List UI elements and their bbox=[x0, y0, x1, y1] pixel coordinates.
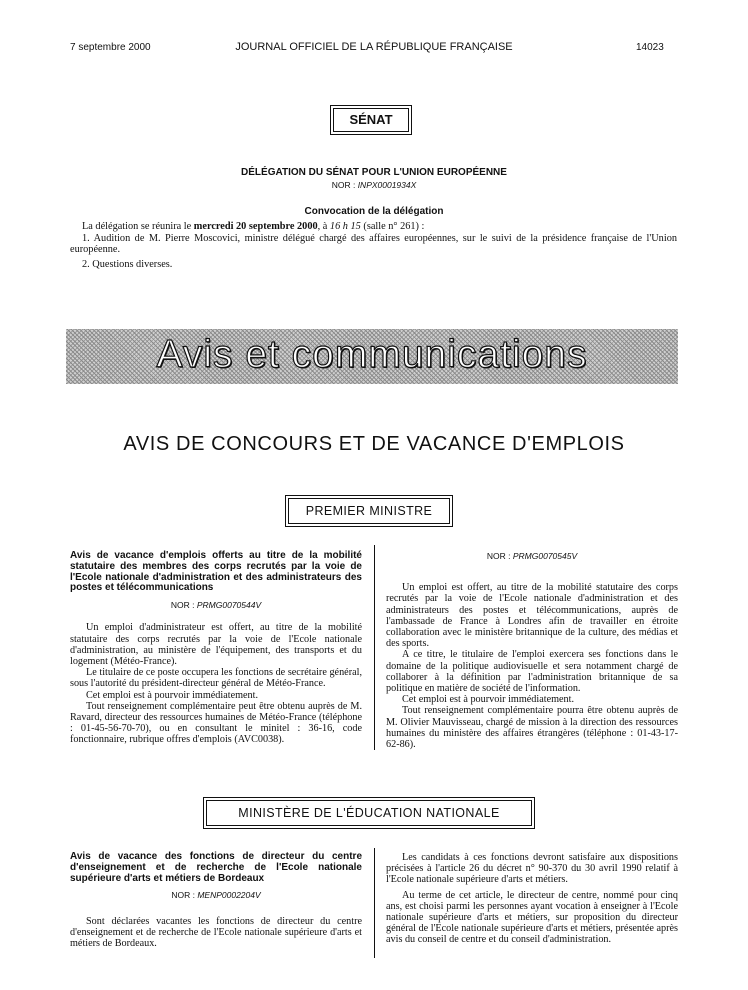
pm-left-heading: Avis de vacance d'emplois offerts au titre de la mobilité statutaire des membres des corps recrutés par la voie de l'Ecole nationale d'administration et des administrateurs des postes et télécommunications bbox=[70, 550, 362, 594]
edu-left-heading: Avis de vacance des fonctions de directeur du centre d'enseignement et de recherche de l'Ecole nationale supérieure d'arts et métiers de Bordeaux bbox=[70, 851, 362, 884]
delegation-nor bbox=[0, 180, 748, 190]
header-date: 7 septembre 2000 bbox=[70, 42, 151, 53]
pm-left-nor: NOR : PRMG0070544V bbox=[170, 600, 262, 611]
edu-right-paragraph-2: Au terme de cet article, le directeur de centre, nommé pour cinq ans, est choisi parmi les personnes ayant vocation à enseigner à l'Ecole nationale supérieure d'arts et métiers, sur proposition du directeur général de l'Ecole nationale supérieure d'arts et métiers, présentée après avis du conseil de centre et du conseil d'administration. bbox=[386, 889, 678, 946]
pm-right-nor: NOR : PRMG0070545V bbox=[486, 551, 578, 561]
edu-right-paragraph-1: Les candidats à ces fonctions devront satisfaire aux dispositions précisées à l'article 26 du décret n° 90-370 du 30 avril 1990 relatif à l'Ecole nationale supérieure d'arts et métiers. bbox=[386, 852, 678, 886]
pm-right-paragraph-2: A ce titre, le titulaire de l'emploi exercera ses fonctions dans le domaine de la politique audiovisuelle et sera notamment chargé de collaborer à la définition par l'administration britannique de sa politique en matière de société de l'information. bbox=[386, 649, 678, 695]
banner-title: Avis et communications bbox=[156, 333, 588, 376]
pm-left-paragraph-3: Cet emploi est à pourvoir immédiatement. bbox=[86, 689, 259, 701]
pm-left-column bbox=[70, 551, 362, 746]
edu-left-paragraph-1: Sont déclarées vacantes les fonctions de directeur du centre d'enseignement et de recherche de l'Ecole nationale supérieure d'arts et métiers de Bordeaux. bbox=[70, 915, 362, 949]
pm-right-column bbox=[386, 551, 678, 750]
pm-left-paragraph-1: Un emploi d'administrateur est offert, au titre de la mobilité statutaire des corps recrutés par la voie de l'Ecole nationale d'administration, au ministère de l'équipement, des transports et du logement (Météo-France). bbox=[70, 622, 362, 667]
education-ministry-box: MINISTÈRE DE L'ÉDUCATION NATIONALE bbox=[206, 800, 532, 826]
pm-left-paragraph-2: Le titulaire de ce poste occupera les fonctions de secrétaire général, sous l'autorité du président-directeur général de Météo-France. bbox=[70, 667, 362, 690]
concours-title: AVIS DE CONCOURS ET DE VACANCE D'EMPLOIS bbox=[123, 433, 625, 455]
edu-left-column bbox=[70, 852, 362, 949]
premier-ministre-box: PREMIER MINISTRE bbox=[288, 498, 450, 524]
delegation-title: DÉLÉGATION DU SÉNAT POUR L'UNION EUROPÉENNE bbox=[241, 167, 507, 178]
edu-left-nor: NOR : MENP0002204V bbox=[171, 890, 261, 901]
agenda-item-2: 2. Questions diverses. bbox=[82, 258, 173, 270]
nor-code: INPX0001934X bbox=[357, 180, 417, 190]
avis-communications-banner bbox=[66, 329, 678, 384]
convocation-body bbox=[70, 221, 677, 270]
header-journal-title: JOURNAL OFFICIEL DE LA RÉPUBLIQUE FRANÇAISE bbox=[235, 41, 513, 53]
pm-right-paragraph-4: Tout renseignement complémentaire pourra être obtenu auprès de M. Olivier Mauvisseau, chargé de mission à la direction des ressources humaines du ministère des affaires étrangères (téléphone : 01-43-17-62-86). bbox=[386, 705, 678, 751]
senat-box: SÉNAT bbox=[333, 108, 409, 132]
pm-right-paragraph-1: Un emploi est offert, au titre de la mobilité statutaire des corps recrutés par la voie de l'Ecole nationale d'administration et des administrateurs des postes et télécommunications, auprès de l'ambassade de France à Londres afin de travailler en étroite collaboration avec le ministère britannique de la culture, des médias et des sports. bbox=[386, 582, 678, 650]
agenda-item-1: 1. Audition de M. Pierre Moscovici, ministre délégué chargé des affaires européennes, sur le suivi de la présidence française de l'Union européenne. bbox=[70, 232, 677, 255]
edu-right-column bbox=[386, 852, 678, 946]
nor-prefix: NOR : bbox=[331, 180, 356, 190]
pm-right-paragraph-3: Cet emploi est à pourvoir immédiatement. bbox=[402, 694, 575, 706]
convocation-title: Convocation de la délégation bbox=[304, 206, 444, 217]
header-page-number: 14023 bbox=[636, 42, 664, 53]
column-divider-2 bbox=[374, 848, 375, 958]
convocation-intro: La délégation se réunira le mercredi 20 septembre 2000, à 16 h 15 (salle n° 261) : bbox=[82, 221, 425, 232]
column-divider bbox=[374, 545, 375, 750]
pm-left-paragraph-4: Tout renseignement complémentaire peut être obtenu auprès de M. Ravard, directeur des ressources humaines de Météo-France (téléphone : 01-45-56-70-70), ou en consultant le minitel : 36-16, code fonctionnaire, rubrique offres d'emplois (AVC0038). bbox=[70, 700, 362, 746]
